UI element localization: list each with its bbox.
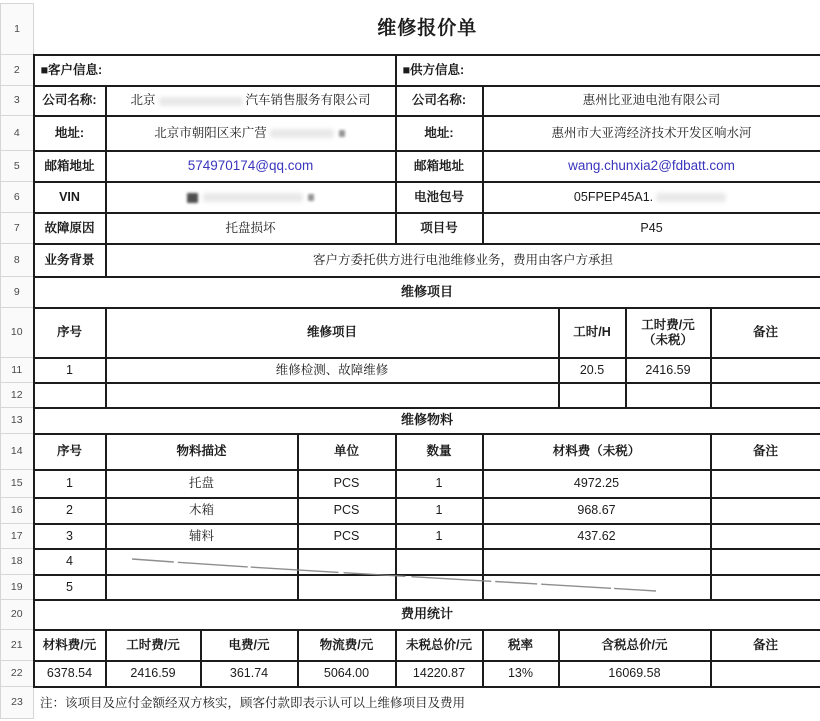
summary-header-total[interactable]: 含税总价/元: [559, 630, 711, 661]
materials-cell-remark[interactable]: [711, 498, 820, 524]
cell-supplier-company-label[interactable]: 公司名称:: [396, 86, 483, 116]
materials-cell-fee[interactable]: 968.67: [483, 498, 711, 524]
cell-business-label[interactable]: 业务背景: [34, 244, 106, 277]
sheet-row: [1, 358, 820, 383]
repair-cell-remark[interactable]: [711, 383, 820, 408]
materials-cell-index[interactable]: 4: [34, 549, 106, 575]
row-number[interactable]: 16: [1, 498, 34, 524]
sheet-row: [1, 277, 820, 308]
cell-supplier-address-label[interactable]: 地址:: [396, 116, 483, 151]
row-number[interactable]: 8: [1, 244, 34, 277]
sheet-row: [1, 600, 820, 630]
customer-email-link[interactable]: 574970174@qq.com: [187, 158, 314, 174]
sheet-row: [1, 116, 820, 151]
repair-header-hours[interactable]: 工时/H: [559, 308, 626, 358]
row-number[interactable]: 7: [1, 213, 34, 244]
materials-cell-fee[interactable]: 437.62: [483, 524, 711, 549]
materials-cell-quantity[interactable]: 1: [396, 470, 483, 498]
materials-cell-remark[interactable]: [711, 549, 820, 575]
summary-header-subtotal[interactable]: 未税总价/元: [396, 630, 483, 661]
summary-header-material[interactable]: 材料费/元: [34, 630, 106, 661]
materials-cell-index[interactable]: 5: [34, 575, 106, 600]
materials-cell-description[interactable]: [106, 575, 298, 600]
sheet-row: [1, 498, 820, 524]
materials-cell-quantity[interactable]: 1: [396, 524, 483, 549]
cell-fault-label[interactable]: 故障原因: [34, 213, 106, 244]
summary-value-total[interactable]: 16069.58: [559, 661, 711, 687]
materials-cell-unit[interactable]: PCS: [298, 470, 396, 498]
sheet-row: [1, 524, 820, 549]
cell-project-label[interactable]: 项目号: [396, 213, 483, 244]
repair-cell-remark[interactable]: [711, 358, 820, 383]
row-number[interactable]: 23: [1, 687, 34, 719]
row-number[interactable]: 4: [1, 116, 34, 151]
materials-header-index[interactable]: 序号: [34, 434, 106, 470]
footer-note: 注：该项目及应付金额经双方核实，顾客付款即表示认可以上维修项目及费用: [34, 687, 820, 719]
materials-cell-description[interactable]: [106, 549, 298, 575]
redaction-mark: [308, 194, 314, 201]
repair-header-index[interactable]: 序号: [34, 308, 106, 358]
summary-header-electricity[interactable]: 电费/元: [201, 630, 298, 661]
redaction-mark: [187, 193, 198, 203]
cell-customer-company-label[interactable]: 公司名称:: [34, 86, 106, 116]
sheet-row: [1, 151, 820, 182]
summary-value-logistics[interactable]: 5064.00: [298, 661, 396, 687]
cell-project-value[interactable]: P45: [483, 213, 820, 244]
sheet-row: [1, 408, 820, 434]
cell-fault-value[interactable]: 托盘损坏: [106, 213, 396, 244]
row-number[interactable]: 12: [1, 383, 34, 408]
summary-value-electricity[interactable]: 361.74: [201, 661, 298, 687]
summary-header-logistics[interactable]: 物流费/元: [298, 630, 396, 661]
row-number[interactable]: 14: [1, 434, 34, 470]
cell-business-value[interactable]: 客户方委托供方进行电池维修业务，费用由客户方承担: [106, 244, 820, 277]
materials-cell-quantity[interactable]: [396, 575, 483, 600]
customer-company-prefix: 北京: [130, 93, 156, 108]
summary-value-material[interactable]: 6378.54: [34, 661, 106, 687]
row-number[interactable]: 9: [1, 277, 34, 308]
summary-value-subtotal[interactable]: 14220.87: [396, 661, 483, 687]
repair-cell-item[interactable]: 维修检测、故障维修: [106, 358, 559, 383]
sheet-row: [1, 630, 820, 661]
battery-pack-text: 05FPEP45A1.: [573, 189, 654, 204]
cell-battery-pack-value[interactable]: [483, 182, 820, 213]
sheet-row: [1, 308, 820, 358]
materials-cell-index[interactable]: 2: [34, 498, 106, 524]
row-number[interactable]: 6: [1, 182, 34, 213]
repair-header-remark[interactable]: 备注: [711, 308, 820, 358]
sheet-row: [1, 55, 820, 86]
section-title-materials[interactable]: 维修物料: [34, 408, 820, 434]
sheet-row: [1, 86, 820, 116]
row-number[interactable]: 11: [1, 358, 34, 383]
sheet-row: [1, 4, 820, 55]
redaction-smudge: [203, 193, 303, 202]
summary-header-tax-rate[interactable]: 税率: [483, 630, 559, 661]
materials-cell-fee[interactable]: [483, 575, 711, 600]
materials-cell-description[interactable]: 木箱: [106, 498, 298, 524]
repair-cell-item[interactable]: [106, 383, 559, 408]
materials-cell-index[interactable]: 1: [34, 470, 106, 498]
redaction-smudge: [159, 97, 243, 106]
materials-header-description[interactable]: 物料描述: [106, 434, 298, 470]
cell-customer-email-label[interactable]: 邮箱地址: [34, 151, 106, 182]
materials-cell-remark[interactable]: [711, 470, 820, 498]
materials-cell-remark[interactable]: [711, 575, 820, 600]
row-number[interactable]: 2: [1, 55, 34, 86]
summary-header-remark[interactable]: 备注: [711, 630, 820, 661]
summary-value-tax-rate[interactable]: 13%: [483, 661, 559, 687]
cell-supplier-email-value[interactable]: [483, 151, 820, 182]
materials-cell-unit[interactable]: PCS: [298, 524, 396, 549]
materials-header-fee[interactable]: 材料费（未税）: [483, 434, 711, 470]
cell-vin-label[interactable]: VIN: [34, 182, 106, 213]
redaction-smudge: [270, 129, 334, 138]
summary-value-labor[interactable]: 2416.59: [106, 661, 201, 687]
row-number[interactable]: 5: [1, 151, 34, 182]
sheet-row: [1, 687, 820, 719]
sheet-row: [1, 549, 820, 575]
summary-header-labor[interactable]: 工时费/元: [106, 630, 201, 661]
repair-cell-labor-fee[interactable]: 2416.59: [626, 358, 711, 383]
row-number[interactable]: 13: [1, 408, 34, 434]
materials-cell-index[interactable]: 3: [34, 524, 106, 549]
materials-cell-quantity[interactable]: [396, 549, 483, 575]
section-title-summary[interactable]: 费用统计: [34, 600, 820, 630]
materials-cell-remark[interactable]: [711, 524, 820, 549]
row-number[interactable]: 17: [1, 524, 34, 549]
repair-cell-index[interactable]: [34, 383, 106, 408]
materials-cell-unit[interactable]: PCS: [298, 498, 396, 524]
repair-cell-index[interactable]: 1: [34, 358, 106, 383]
customer-address-text: 北京市朝阳区来广营: [154, 125, 267, 140]
sheet-row: [1, 182, 820, 213]
cell-customer-address-label[interactable]: 地址:: [34, 116, 106, 151]
cell-supplier-company-value[interactable]: 惠州比亚迪电池有限公司: [483, 86, 820, 116]
materials-cell-fee[interactable]: 4972.25: [483, 470, 711, 498]
cell-supplier-section[interactable]: ■供方信息:: [396, 55, 820, 86]
row-number[interactable]: 18: [1, 549, 34, 575]
customer-company-suffix: 汽车销售服务有限公司: [245, 93, 371, 108]
cell-customer-company-value[interactable]: [106, 86, 396, 116]
materials-header-quantity[interactable]: 数量: [396, 434, 483, 470]
row-number[interactable]: 10: [1, 308, 34, 358]
materials-cell-unit[interactable]: [298, 549, 396, 575]
row-number[interactable]: 22: [1, 661, 34, 687]
spreadsheet-table: [0, 3, 820, 719]
cell-customer-section[interactable]: ■客户信息:: [34, 55, 396, 86]
cell-customer-email-value[interactable]: [106, 151, 396, 182]
cell-supplier-email-label[interactable]: 邮箱地址: [396, 151, 483, 182]
materials-header-unit[interactable]: 单位: [298, 434, 396, 470]
sheet-row: [1, 661, 820, 687]
materials-cell-description[interactable]: 托盘: [106, 470, 298, 498]
cell-supplier-address-value[interactable]: 惠州市大亚湾经济技术开发区响水河: [483, 116, 820, 151]
repair-cell-labor-fee[interactable]: [626, 383, 711, 408]
row-number[interactable]: 3: [1, 86, 34, 116]
sheet-row: [1, 470, 820, 498]
materials-cell-unit[interactable]: [298, 575, 396, 600]
materials-cell-quantity[interactable]: 1: [396, 498, 483, 524]
sheet-row: [1, 383, 820, 408]
sheet-row: [1, 575, 820, 600]
materials-cell-fee[interactable]: [483, 549, 711, 575]
repair-cell-hours[interactable]: 20.5: [559, 358, 626, 383]
cell-customer-address-value[interactable]: [106, 116, 396, 151]
repair-header-labor-fee[interactable]: 工时费/元（未税）: [626, 308, 711, 358]
row-number[interactable]: 15: [1, 470, 34, 498]
repair-cell-hours[interactable]: [559, 383, 626, 408]
section-title-repair[interactable]: 维修项目: [34, 277, 820, 308]
redaction-smudge: [656, 193, 726, 202]
page-title: 维修报价单: [34, 4, 820, 55]
sheet-row: [1, 434, 820, 470]
sheet-row: [1, 244, 820, 277]
materials-header-remark[interactable]: 备注: [711, 434, 820, 470]
sheet-row: [1, 213, 820, 244]
supplier-email-link[interactable]: wang.chunxia2@fdbatt.com: [568, 158, 735, 174]
repair-header-item[interactable]: 维修项目: [106, 308, 559, 358]
cell-battery-pack-label[interactable]: 电池包号: [396, 182, 483, 213]
summary-value-remark[interactable]: [711, 661, 820, 687]
row-number[interactable]: 1: [1, 4, 34, 55]
materials-cell-description[interactable]: 辅料: [106, 524, 298, 549]
row-number[interactable]: 20: [1, 600, 34, 630]
row-number[interactable]: 21: [1, 630, 34, 661]
cell-vin-value[interactable]: [106, 182, 396, 213]
row-number[interactable]: 19: [1, 575, 34, 600]
redaction-mark: [339, 130, 345, 137]
